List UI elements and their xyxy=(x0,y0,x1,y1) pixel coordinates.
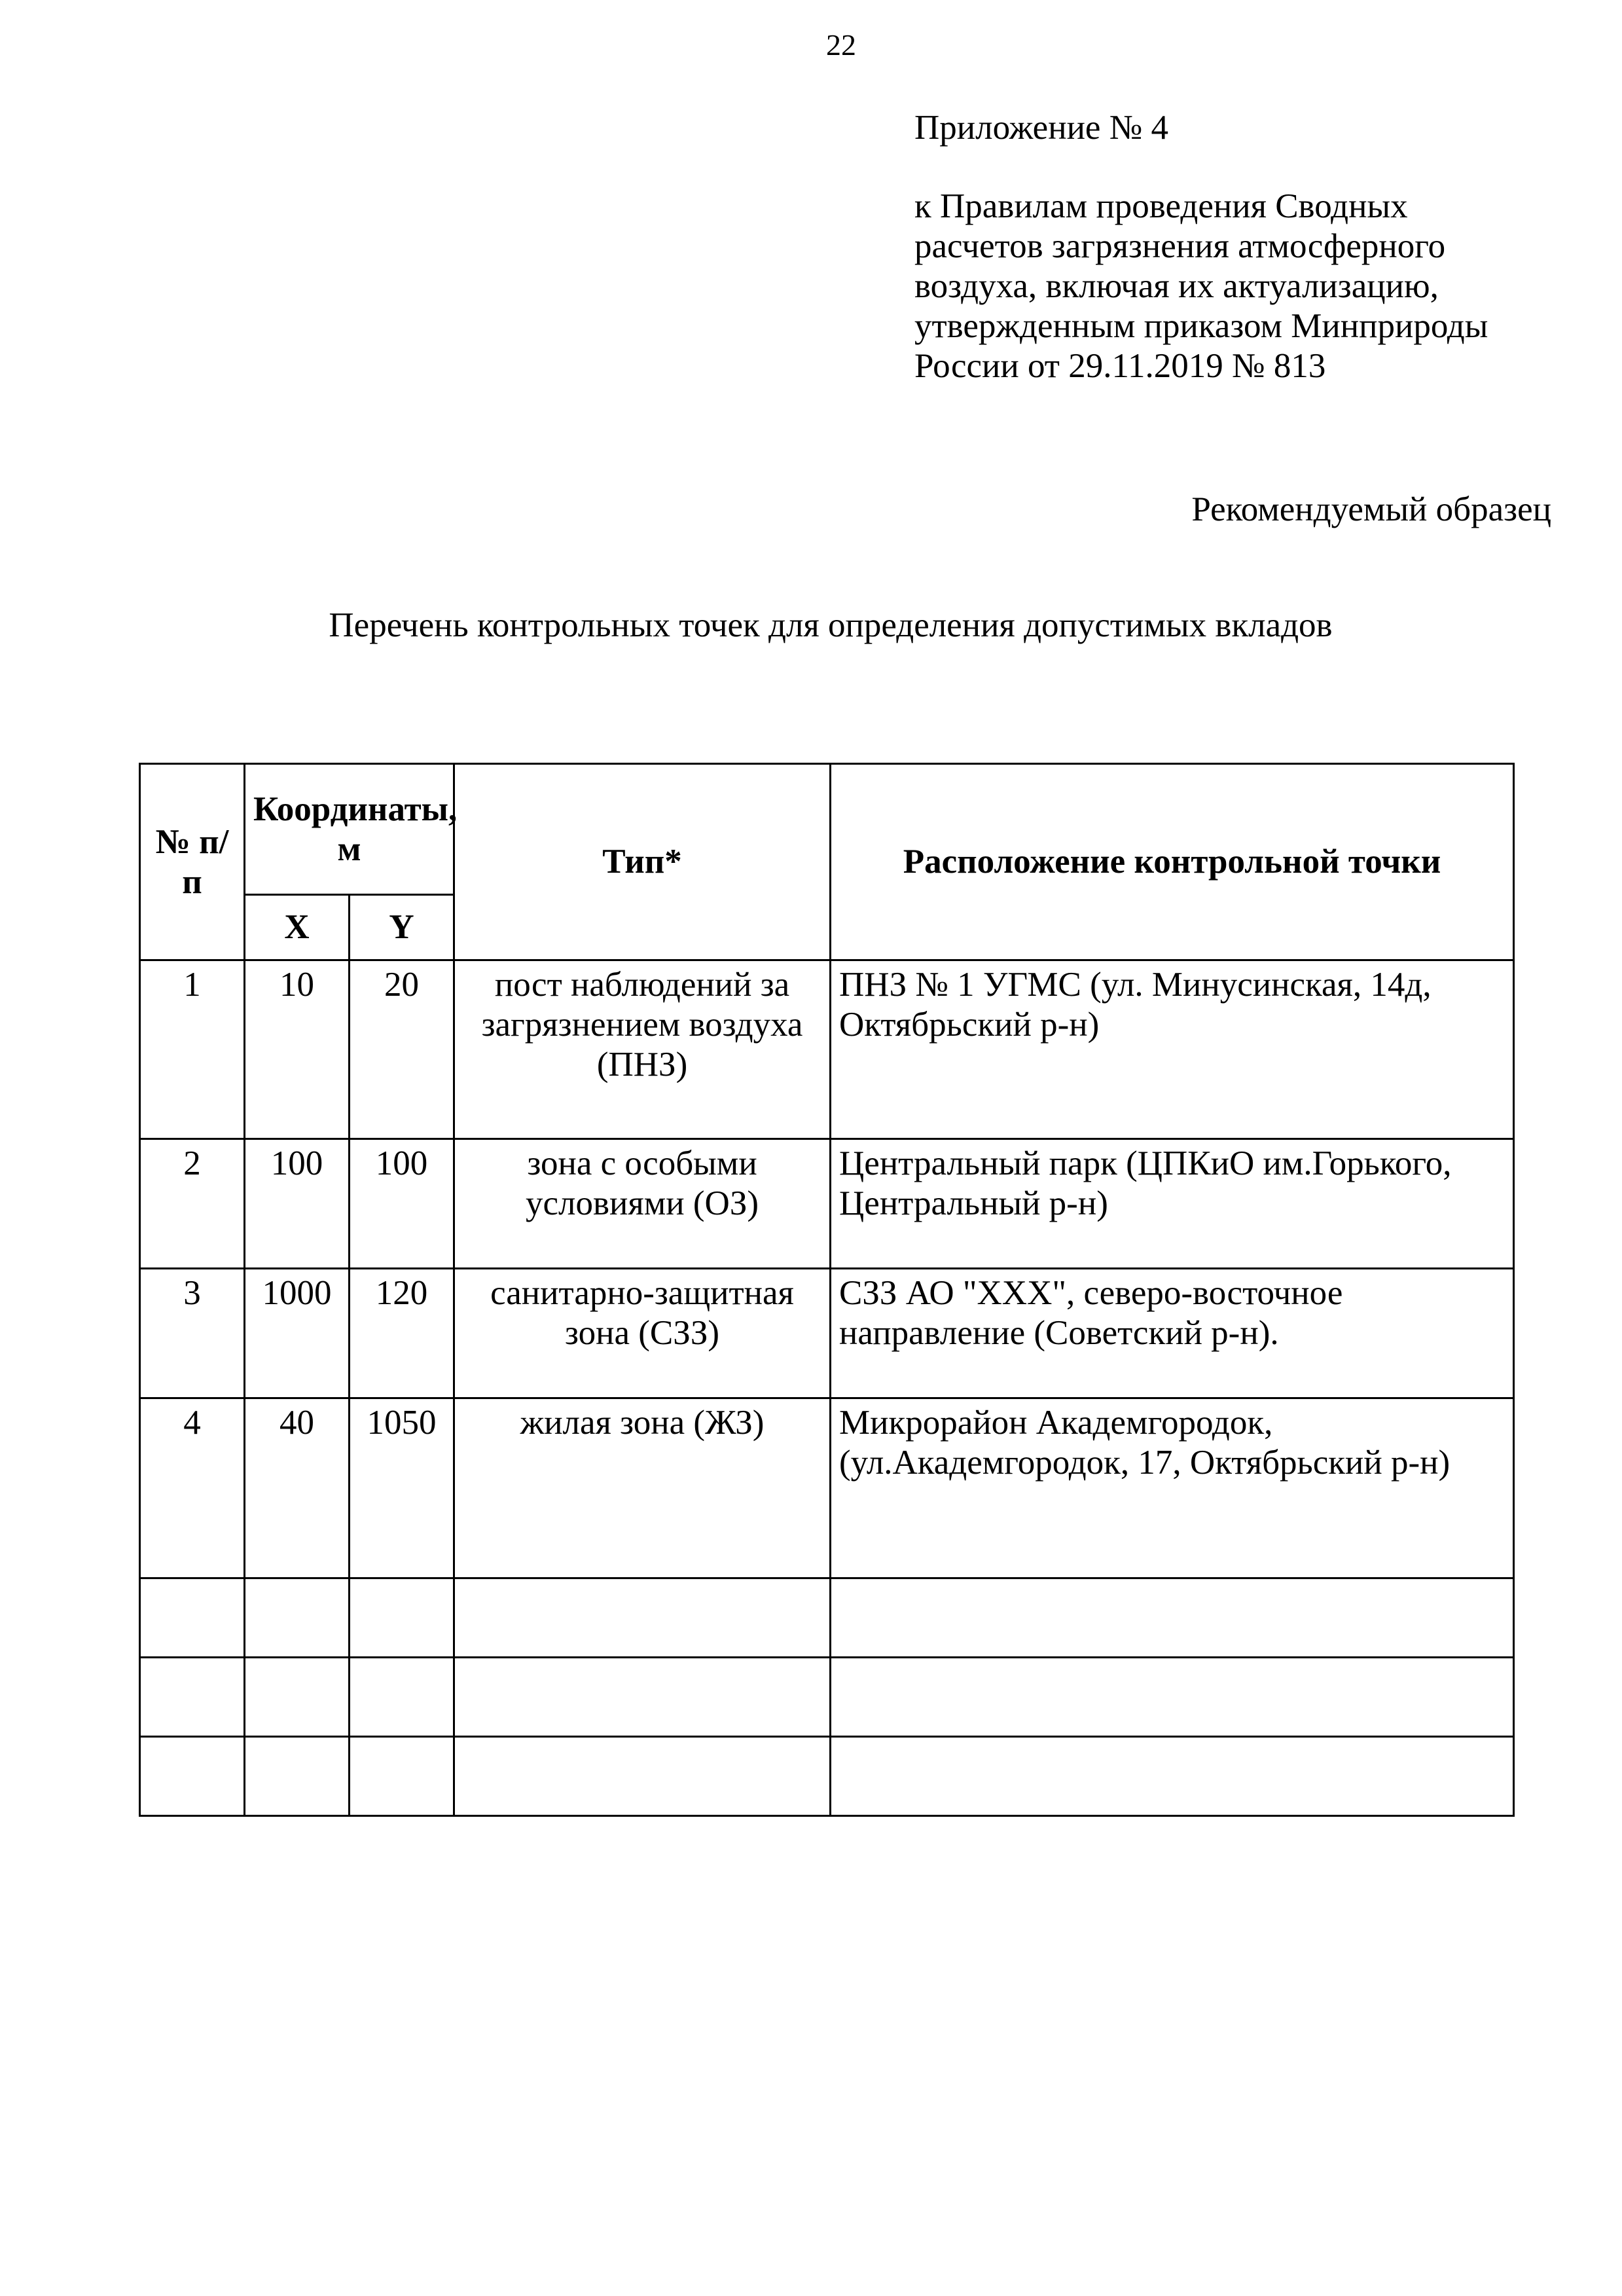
empty-row xyxy=(140,1658,1514,1737)
empty-cell xyxy=(350,1578,454,1658)
cell-type: жилая зона (ЖЗ) xyxy=(454,1398,831,1578)
cell-x: 10 xyxy=(245,960,350,1139)
cell-num: 1 xyxy=(140,960,245,1139)
appendix-line: России от 29.11.2019 № 813 xyxy=(914,347,1326,385)
empty-row xyxy=(140,1578,1514,1658)
empty-cell xyxy=(831,1737,1514,1816)
cell-num: 2 xyxy=(140,1139,245,1269)
appendix-title: Приложение № 4 xyxy=(914,109,1169,147)
document-title: Перечень контрольных точек для определения допустимых вкладов xyxy=(329,606,1333,644)
cell-type: пост наблюдений за загрязнением воздуха (ПНЗ) xyxy=(454,960,831,1139)
empty-cell xyxy=(350,1737,454,1816)
cell-x: 1000 xyxy=(245,1269,350,1398)
table-row xyxy=(140,1269,1514,1398)
header-num: № п/п xyxy=(140,764,245,960)
empty-cell xyxy=(831,1658,1514,1737)
empty-cell xyxy=(350,1658,454,1737)
cell-y: 20 xyxy=(350,960,454,1139)
table-row xyxy=(140,960,1514,1139)
table-row xyxy=(140,1139,1514,1269)
header-y: Y xyxy=(350,895,454,960)
cell-type: зона с особыми условиями (ОЗ) xyxy=(454,1139,831,1269)
cell-location: Микрорайон Академгородок, (ул.Академгородок, 17, Октябрьский р-н) xyxy=(831,1398,1514,1578)
cell-y: 100 xyxy=(350,1139,454,1269)
appendix-line: утвержденным приказом Минприроды xyxy=(914,307,1488,345)
cell-y: 120 xyxy=(350,1269,454,1398)
recommended-label: Рекомендуемый образец xyxy=(1191,490,1551,528)
empty-cell xyxy=(454,1578,831,1658)
empty-cell xyxy=(245,1658,350,1737)
cell-location: Центральный парк (ЦПКиО им.Горького, Центральный р-н) xyxy=(831,1139,1514,1269)
cell-location: ПНЗ № 1 УГМС (ул. Минусинская, 14д, Октябрьский р-н) xyxy=(831,960,1514,1139)
empty-cell xyxy=(454,1737,831,1816)
empty-cell xyxy=(245,1578,350,1658)
cell-location: СЗЗ АО "XXX", северо-восточное направление (Советский р-н). xyxy=(831,1269,1514,1398)
header-location: Расположение контрольной точки xyxy=(831,764,1514,960)
page-number: 22 xyxy=(826,28,856,62)
cell-num: 3 xyxy=(140,1269,245,1398)
cell-x: 40 xyxy=(245,1398,350,1578)
cell-y: 1050 xyxy=(350,1398,454,1578)
cell-x: 100 xyxy=(245,1139,350,1269)
empty-cell xyxy=(140,1658,245,1737)
empty-row xyxy=(140,1737,1514,1816)
appendix-line: к Правилам проведения Сводных xyxy=(914,187,1408,225)
empty-cell xyxy=(454,1658,831,1737)
header-x: X xyxy=(245,895,350,960)
table-header-row xyxy=(140,764,1514,895)
header-coords: Координаты, м xyxy=(245,764,454,895)
header-type: Тип* xyxy=(454,764,831,960)
empty-cell xyxy=(140,1578,245,1658)
cell-num: 4 xyxy=(140,1398,245,1578)
table-row xyxy=(140,1398,1514,1578)
appendix-line: воздуха, включая их актуализацию, xyxy=(914,267,1439,305)
control-points-table xyxy=(139,763,1515,1817)
cell-type: санитарно-защитная зона (СЗЗ) xyxy=(454,1269,831,1398)
appendix-block xyxy=(914,108,1595,386)
appendix-line: расчетов загрязнения атмосферного xyxy=(914,227,1446,265)
empty-cell xyxy=(245,1737,350,1816)
empty-cell xyxy=(140,1737,245,1816)
empty-cell xyxy=(831,1578,1514,1658)
